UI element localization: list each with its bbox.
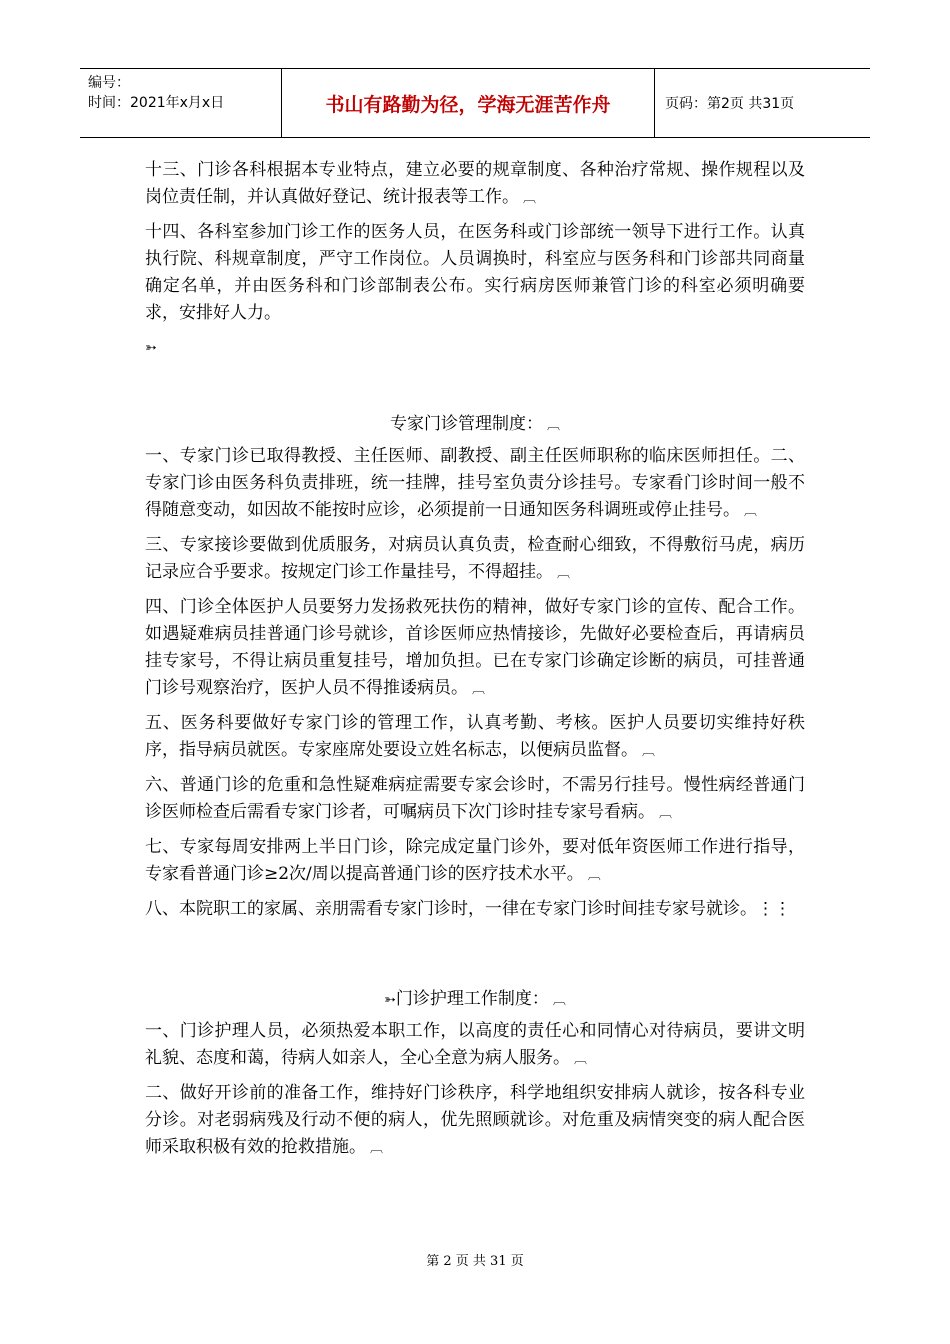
return-mark-icon: ︹: [546, 418, 560, 433]
header-page-info: 页码：第2页 共31页: [665, 96, 795, 112]
return-mark-icon: ︹: [557, 566, 571, 581]
paragraph: 七、专家每周安排两上半日门诊，除完成定量门诊外，要对低年资医师工作进行指导，专家看普通门诊≥2次/周以提高普通门诊的医疗技术水平。 ︹: [145, 837, 805, 884]
paragraph: 五、医务科要做好专家门诊的管理工作，认真考勤、考核。医护人员要切实维持好秩序，指导病员就医。专家座席处要设立姓名标志，以便病员监督。 ︹: [145, 713, 805, 760]
ornament-icon: ➳: [384, 992, 396, 1008]
section-title: 专家门诊管理制度： ︹: [389, 414, 560, 434]
spacer: [145, 944, 805, 958]
spacer: [145, 383, 805, 397]
return-mark-icon: ︹: [642, 744, 656, 759]
spacer: [145, 397, 805, 411]
paragraph: 一、专家门诊已取得教授、主任医师、副教授、副主任医师职称的临床医师担任。二、专家门诊由医务科负责排班，统一挂牌，挂号室负责分诊挂号。专家看门诊时间一般不得随意变动，如因故不能按时应诊，必须提前一日通知医务科调班或停止挂号。 ︹: [145, 446, 805, 520]
paragraph: 六、普通门诊的危重和急性疑难病症需要专家会诊时，不需另行挂号。慢性病经普通门诊医师检查后需看专家门诊者，可嘱病员下次门诊时挂专家号看病。 ︹: [145, 775, 805, 822]
return-mark-icon: ︹: [659, 806, 673, 821]
paragraph: 八、本院职工的家属、亲朋需看专家门诊时，一律在专家门诊时间挂专家号就诊。⋮⋮: [145, 899, 791, 919]
ornament-icon: ➳: [145, 340, 157, 356]
header-meta: [80, 69, 282, 137]
page-footer: 第 2 页 共 31 页: [426, 1254, 524, 1269]
paragraph: [145, 334, 805, 362]
paragraph: 四、门诊全体医护人员要努力发扬救死扶伤的精神，做好专家门诊的宣传、配合工作。如遇疑难病员挂普通门诊号就诊，首诊医师应热情接诊，先做好必要检查后，再请病员挂专家号，不得让病员重复挂号，增加负担。已在专家门诊确定诊断的病员，可挂普通门诊号观察治疗，医护人员不得推诿病员。 ︹: [145, 597, 805, 698]
return-mark-icon: ︹: [744, 504, 758, 519]
doc-time-label: 时间：2021年x月x日: [88, 95, 225, 111]
return-mark-icon: ︹: [370, 1141, 384, 1156]
spacer: [145, 972, 805, 986]
paragraph: 二、做好开诊前的准备工作，维持好门诊秩序，科学地组织安排病人就诊，按各科专业分诊。对老弱病残及行动不便的病人，优先照顾就诊。对危重及病情突变的病人配合医师采取积极有效的抢救措施。 ︹: [145, 1083, 805, 1157]
header-motto: 书山有路勤为径，学海无涯苦作舟: [282, 69, 655, 137]
return-mark-icon: ︹: [552, 993, 566, 1008]
paragraph: 十三、门诊各科根据本专业特点，建立必要的规章制度、各种治疗常规、操作规程以及岗位责任制，并认真做好登记、统计报表等工作。 ︹: [145, 160, 805, 207]
return-mark-icon: ︹: [574, 1052, 588, 1067]
paragraph: 三、专家接诊要做到优质服务，对病员认真负责，检查耐心细致，不得敷衍马虎，病历记录应合乎要求。按规定门诊工作量挂号，不得超挂。 ︹: [145, 535, 805, 582]
document-body: [145, 157, 805, 1169]
spacer: [145, 958, 805, 972]
return-mark-icon: ︹: [587, 868, 601, 883]
paragraph: 十四、各科室参加门诊工作的医务人员，在医务科或门诊部统一领导下进行工作。认真执行院、科规章制度，严守工作岗位。人员调换时，科室应与医务科和门诊部共同商量确定名单，并由医务科和门诊部制表公布。实行病房医师兼管门诊的科室必须明确要求，安排好人力。: [145, 222, 805, 323]
doc-number-label: 编号：: [88, 75, 130, 91]
return-mark-icon: ︹: [523, 191, 537, 206]
spacer: [145, 369, 805, 383]
return-mark-icon: ︹: [472, 682, 486, 697]
section-title: ➳门诊护理工作制度： ︹: [384, 989, 566, 1009]
document-header: [80, 68, 870, 138]
paragraph: 一、门诊护理人员，必须热爱本职工作，以高度的责任心和同情心对待病员，要讲文明礼貌、态度和蔼，待病人如亲人，全心全意为病人服务。 ︹: [145, 1021, 805, 1068]
spacer: [145, 930, 805, 944]
